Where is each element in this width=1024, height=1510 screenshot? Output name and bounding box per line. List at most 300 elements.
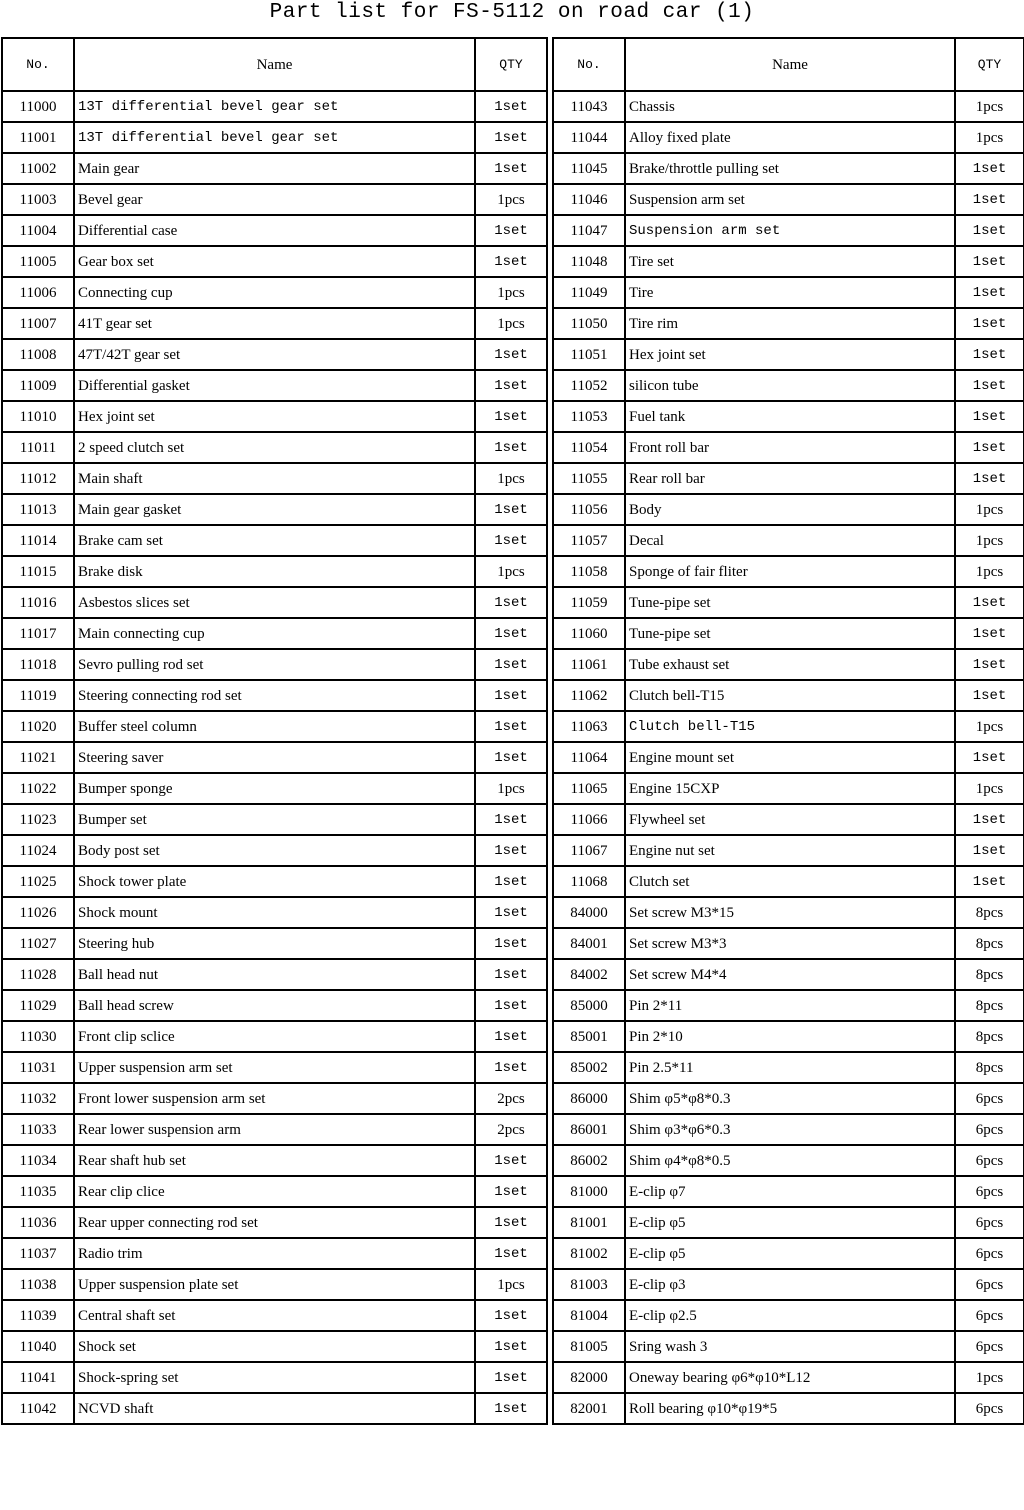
table-row: [553, 91, 1024, 122]
quantity-cell: 1set: [475, 1331, 547, 1362]
part-name-cell: Rear clip clice: [74, 1176, 475, 1207]
part-name-cell: Clutch bell-T15: [625, 711, 955, 742]
part-name-cell: Steering connecting rod set: [74, 680, 475, 711]
part-name-cell: 41T gear set: [74, 308, 475, 339]
quantity-cell: 1set: [475, 215, 547, 246]
quantity-cell: 1pcs: [475, 308, 547, 339]
table-row: [553, 339, 1024, 370]
part-name-cell: Flywheel set: [625, 804, 955, 835]
part-name-cell: Engine mount set: [625, 742, 955, 773]
part-number-cell: 84000: [553, 897, 625, 928]
part-number-cell: 11022: [2, 773, 74, 804]
part-name-cell: NCVD shaft: [74, 1393, 475, 1424]
table-row: [553, 742, 1024, 773]
quantity-cell: 1pcs: [955, 773, 1024, 804]
table-row: [2, 184, 547, 215]
part-name-cell: Set screw M4*4: [625, 959, 955, 990]
table-row: [2, 928, 547, 959]
part-number-cell: 11001: [2, 122, 74, 153]
quantity-cell: 1pcs: [475, 277, 547, 308]
table-row: [2, 91, 547, 122]
parts-table-right: [552, 37, 1024, 1425]
part-number-cell: 11062: [553, 680, 625, 711]
part-number-cell: 81003: [553, 1269, 625, 1300]
part-name-cell: Shim φ3*φ6*0.3: [625, 1114, 955, 1145]
part-number-cell: 82000: [553, 1362, 625, 1393]
part-name-cell: Radio trim: [74, 1238, 475, 1269]
table-row: [2, 618, 547, 649]
quantity-cell: 1set: [475, 1145, 547, 1176]
quantity-cell: 8pcs: [955, 897, 1024, 928]
table-row: [2, 122, 547, 153]
part-name-cell: Differential case: [74, 215, 475, 246]
part-name-cell: 47T/42T gear set: [74, 339, 475, 370]
part-number-cell: 11056: [553, 494, 625, 525]
quantity-cell: 1set: [475, 401, 547, 432]
quantity-cell: 1set: [955, 215, 1024, 246]
table-row: [2, 1207, 547, 1238]
table-row: [2, 680, 547, 711]
part-number-cell: 11043: [553, 91, 625, 122]
part-name-cell: Steering hub: [74, 928, 475, 959]
part-name-cell: Clutch bell-T15: [625, 680, 955, 711]
part-number-cell: 11003: [2, 184, 74, 215]
quantity-cell: 1set: [955, 742, 1024, 773]
part-number-cell: 11024: [2, 835, 74, 866]
table-row: [553, 1145, 1024, 1176]
part-number-cell: 11028: [2, 959, 74, 990]
table-row: [553, 1114, 1024, 1145]
part-name-cell: E-clip φ5: [625, 1238, 955, 1269]
part-number-cell: 86001: [553, 1114, 625, 1145]
part-name-cell: Sponge of fair fliter: [625, 556, 955, 587]
part-number-cell: 11059: [553, 587, 625, 618]
part-name-cell: Gear box set: [74, 246, 475, 277]
quantity-cell: 1pcs: [475, 556, 547, 587]
part-name-cell: Hex joint set: [625, 339, 955, 370]
table-row: [2, 401, 547, 432]
part-name-cell: Tire: [625, 277, 955, 308]
part-number-cell: 11040: [2, 1331, 74, 1362]
quantity-cell: 1set: [475, 1300, 547, 1331]
part-number-cell: 85002: [553, 1052, 625, 1083]
part-number-cell: 11035: [2, 1176, 74, 1207]
quantity-cell: 1set: [475, 1207, 547, 1238]
part-name-cell: Main gear: [74, 153, 475, 184]
quantity-cell: 1set: [475, 804, 547, 835]
table-row: [2, 897, 547, 928]
table-row: [553, 1300, 1024, 1331]
part-name-cell: Alloy fixed plate: [625, 122, 955, 153]
part-number-cell: 11006: [2, 277, 74, 308]
part-number-cell: 11052: [553, 370, 625, 401]
table-row: [2, 649, 547, 680]
quantity-cell: 1pcs: [955, 494, 1024, 525]
part-number-cell: 11025: [2, 866, 74, 897]
part-name-cell: Bumper set: [74, 804, 475, 835]
part-number-cell: 11030: [2, 1021, 74, 1052]
part-number-cell: 11051: [553, 339, 625, 370]
quantity-cell: 8pcs: [955, 959, 1024, 990]
table-row: [2, 308, 547, 339]
part-number-cell: 85001: [553, 1021, 625, 1052]
quantity-cell: 1pcs: [955, 711, 1024, 742]
table-row: [2, 1176, 547, 1207]
quantity-cell: 1set: [955, 308, 1024, 339]
table-row: [2, 1238, 547, 1269]
part-name-cell: Shim φ5*φ8*0.3: [625, 1083, 955, 1114]
part-name-cell: Main gear gasket: [74, 494, 475, 525]
quantity-cell: 1set: [475, 1176, 547, 1207]
table-row: [553, 463, 1024, 494]
table-row: [553, 277, 1024, 308]
part-name-cell: Shock tower plate: [74, 866, 475, 897]
part-number-cell: 11010: [2, 401, 74, 432]
part-name-cell: Upper suspension plate set: [74, 1269, 475, 1300]
parts-table-left: [1, 37, 548, 1425]
part-number-cell: 11048: [553, 246, 625, 277]
part-name-cell: Brake disk: [74, 556, 475, 587]
part-number-cell: 11017: [2, 618, 74, 649]
quantity-cell: 1set: [475, 928, 547, 959]
quantity-cell: 1set: [955, 866, 1024, 897]
table-row: [2, 525, 547, 556]
quantity-cell: 1set: [955, 835, 1024, 866]
part-number-cell: 81001: [553, 1207, 625, 1238]
table-row: [2, 1052, 547, 1083]
table-row: [553, 153, 1024, 184]
table-row: [553, 1238, 1024, 1269]
part-number-cell: 11034: [2, 1145, 74, 1176]
part-name-cell: Shock set: [74, 1331, 475, 1362]
part-name-cell: Pin 2*11: [625, 990, 955, 1021]
part-name-cell: Asbestos slices set: [74, 587, 475, 618]
part-name-cell: Tire set: [625, 246, 955, 277]
quantity-cell: 1pcs: [475, 463, 547, 494]
part-number-cell: 86002: [553, 1145, 625, 1176]
table-row: [2, 959, 547, 990]
table-row: [2, 990, 547, 1021]
part-name-cell: Front roll bar: [625, 432, 955, 463]
part-name-cell: Rear shaft hub set: [74, 1145, 475, 1176]
part-number-cell: 85000: [553, 990, 625, 1021]
part-number-cell: 11041: [2, 1362, 74, 1393]
table-row: [553, 494, 1024, 525]
part-number-cell: 81005: [553, 1331, 625, 1362]
table-row: [2, 463, 547, 494]
part-number-cell: 11047: [553, 215, 625, 246]
part-name-cell: Sring wash 3: [625, 1331, 955, 1362]
table-row: [553, 804, 1024, 835]
part-number-cell: 11063: [553, 711, 625, 742]
part-number-cell: 82001: [553, 1393, 625, 1424]
part-name-cell: Roll bearing φ10*φ19*5: [625, 1393, 955, 1424]
table-row: [553, 990, 1024, 1021]
part-number-cell: 11019: [2, 680, 74, 711]
quantity-cell: 1set: [475, 711, 547, 742]
part-name-cell: Bumper sponge: [74, 773, 475, 804]
table-row: [2, 773, 547, 804]
table-row: [553, 215, 1024, 246]
table-row: [2, 587, 547, 618]
part-number-cell: 11064: [553, 742, 625, 773]
table-row: [2, 804, 547, 835]
quantity-cell: 1set: [475, 742, 547, 773]
part-number-cell: 11020: [2, 711, 74, 742]
table-row: [553, 184, 1024, 215]
table-row: [2, 277, 547, 308]
quantity-cell: 1set: [955, 339, 1024, 370]
quantity-cell: 1set: [475, 1393, 547, 1424]
part-number-cell: 11026: [2, 897, 74, 928]
part-number-cell: 11012: [2, 463, 74, 494]
quantity-cell: 1set: [475, 680, 547, 711]
table-row: [2, 153, 547, 184]
quantity-cell: 1pcs: [475, 184, 547, 215]
quantity-cell: 2pcs: [475, 1114, 547, 1145]
part-name-cell: Rear upper connecting rod set: [74, 1207, 475, 1238]
part-name-cell: Steering saver: [74, 742, 475, 773]
part-name-cell: Buffer steel column: [74, 711, 475, 742]
table-row: [2, 1331, 547, 1362]
table-row: [2, 835, 547, 866]
table-row: [553, 897, 1024, 928]
part-number-cell: 11002: [2, 153, 74, 184]
quantity-cell: 1set: [955, 277, 1024, 308]
part-name-cell: E-clip φ5: [625, 1207, 955, 1238]
part-number-cell: 11055: [553, 463, 625, 494]
quantity-cell: 1set: [475, 618, 547, 649]
part-name-cell: E-clip φ2.5: [625, 1300, 955, 1331]
quantity-cell: 6pcs: [955, 1207, 1024, 1238]
quantity-cell: 1set: [955, 680, 1024, 711]
table-row: [553, 773, 1024, 804]
table-row: [553, 711, 1024, 742]
quantity-cell: 1set: [955, 649, 1024, 680]
part-number-cell: 11016: [2, 587, 74, 618]
table-row: [2, 494, 547, 525]
table-row: [553, 308, 1024, 339]
table-row: [2, 1300, 547, 1331]
quantity-cell: 1set: [475, 587, 547, 618]
part-number-cell: 11057: [553, 525, 625, 556]
quantity-cell: 6pcs: [955, 1114, 1024, 1145]
table-row: [2, 339, 547, 370]
part-name-cell: Ball head nut: [74, 959, 475, 990]
table-row: [553, 432, 1024, 463]
part-number-cell: 11014: [2, 525, 74, 556]
part-name-cell: Hex joint set: [74, 401, 475, 432]
part-number-cell: 11013: [2, 494, 74, 525]
quantity-cell: 1set: [475, 1238, 547, 1269]
part-name-cell: Differential gasket: [74, 370, 475, 401]
part-number-cell: 11068: [553, 866, 625, 897]
part-number-cell: 11033: [2, 1114, 74, 1145]
part-name-cell: Ball head screw: [74, 990, 475, 1021]
part-number-cell: 11038: [2, 1269, 74, 1300]
quantity-cell: 6pcs: [955, 1145, 1024, 1176]
quantity-cell: 1set: [475, 91, 547, 122]
table-row: [553, 401, 1024, 432]
quantity-cell: 1set: [475, 649, 547, 680]
part-name-cell: Upper suspension arm set: [74, 1052, 475, 1083]
part-number-cell: 11053: [553, 401, 625, 432]
table-row: [2, 556, 547, 587]
quantity-cell: 1set: [955, 370, 1024, 401]
part-name-cell: Tune-pipe set: [625, 618, 955, 649]
quantity-cell: 1set: [475, 122, 547, 153]
part-number-cell: 11046: [553, 184, 625, 215]
part-name-cell: Chassis: [625, 91, 955, 122]
part-number-cell: 11031: [2, 1052, 74, 1083]
table-row: [553, 1052, 1024, 1083]
part-number-cell: 81002: [553, 1238, 625, 1269]
quantity-cell: 6pcs: [955, 1331, 1024, 1362]
quantity-cell: 1set: [955, 804, 1024, 835]
table-row: [553, 618, 1024, 649]
part-name-cell: silicon tube: [625, 370, 955, 401]
part-name-cell: Brake/throttle pulling set: [625, 153, 955, 184]
quantity-cell: 1set: [475, 432, 547, 463]
part-number-cell: 11044: [553, 122, 625, 153]
table-row: [553, 1393, 1024, 1424]
table-row: [2, 1114, 547, 1145]
part-number-cell: 11011: [2, 432, 74, 463]
part-number-cell: 11018: [2, 649, 74, 680]
header-name: Name: [74, 38, 475, 91]
table-row: [553, 1021, 1024, 1052]
table-row: [2, 246, 547, 277]
table-row: [553, 556, 1024, 587]
part-name-cell: Sevro pulling rod set: [74, 649, 475, 680]
header-no: No.: [553, 38, 625, 91]
part-name-cell: Tube exhaust set: [625, 649, 955, 680]
table-row: [553, 1362, 1024, 1393]
part-number-cell: 11060: [553, 618, 625, 649]
part-number-cell: 11067: [553, 835, 625, 866]
quantity-cell: 1set: [475, 494, 547, 525]
part-name-cell: Pin 2.5*11: [625, 1052, 955, 1083]
part-number-cell: 11039: [2, 1300, 74, 1331]
quantity-cell: 1pcs: [955, 91, 1024, 122]
part-name-cell: Shock-spring set: [74, 1362, 475, 1393]
part-number-cell: 11008: [2, 339, 74, 370]
table-row: [2, 370, 547, 401]
quantity-cell: 1pcs: [955, 1362, 1024, 1393]
header-name: Name: [625, 38, 955, 91]
part-name-cell: Set screw M3*3: [625, 928, 955, 959]
table-row: [553, 370, 1024, 401]
part-name-cell: 13T differential bevel gear set: [74, 91, 475, 122]
part-number-cell: 11066: [553, 804, 625, 835]
part-number-cell: 84002: [553, 959, 625, 990]
part-name-cell: Set screw M3*15: [625, 897, 955, 928]
table-row: [2, 215, 547, 246]
table-row: [553, 866, 1024, 897]
table-row: [553, 1083, 1024, 1114]
part-name-cell: Front clip sclice: [74, 1021, 475, 1052]
quantity-cell: 1set: [955, 432, 1024, 463]
part-number-cell: 11054: [553, 432, 625, 463]
part-name-cell: Connecting cup: [74, 277, 475, 308]
quantity-cell: 1pcs: [475, 1269, 547, 1300]
header-qty: QTY: [475, 38, 547, 91]
quantity-cell: 1set: [475, 246, 547, 277]
part-number-cell: 11037: [2, 1238, 74, 1269]
table-row: [2, 742, 547, 773]
part-name-cell: Body post set: [74, 835, 475, 866]
part-name-cell: 13T differential bevel gear set: [74, 122, 475, 153]
quantity-cell: 1pcs: [955, 525, 1024, 556]
part-name-cell: Front lower suspension arm set: [74, 1083, 475, 1114]
quantity-cell: 1set: [475, 1021, 547, 1052]
part-number-cell: 11058: [553, 556, 625, 587]
quantity-cell: 1set: [475, 525, 547, 556]
table-row: [553, 835, 1024, 866]
quantity-cell: 1set: [475, 990, 547, 1021]
quantity-cell: 8pcs: [955, 1021, 1024, 1052]
quantity-cell: 6pcs: [955, 1300, 1024, 1331]
quantity-cell: 1set: [475, 959, 547, 990]
part-number-cell: 11021: [2, 742, 74, 773]
part-name-cell: Brake cam set: [74, 525, 475, 556]
table-row: [2, 1362, 547, 1393]
part-name-cell: Suspension arm set: [625, 184, 955, 215]
part-name-cell: Oneway bearing φ6*φ10*L12: [625, 1362, 955, 1393]
part-name-cell: Engine 15CXP: [625, 773, 955, 804]
part-name-cell: Rear roll bar: [625, 463, 955, 494]
quantity-cell: 1set: [955, 618, 1024, 649]
table-row: [2, 866, 547, 897]
part-name-cell: Engine nut set: [625, 835, 955, 866]
part-name-cell: Main shaft: [74, 463, 475, 494]
part-number-cell: 11042: [2, 1393, 74, 1424]
part-name-cell: Decal: [625, 525, 955, 556]
part-number-cell: 11027: [2, 928, 74, 959]
quantity-cell: 1set: [475, 153, 547, 184]
part-number-cell: 11050: [553, 308, 625, 339]
part-number-cell: 11015: [2, 556, 74, 587]
quantity-cell: 6pcs: [955, 1269, 1024, 1300]
quantity-cell: 1pcs: [955, 556, 1024, 587]
part-number-cell: 11009: [2, 370, 74, 401]
quantity-cell: 1pcs: [955, 122, 1024, 153]
quantity-cell: 6pcs: [955, 1393, 1024, 1424]
part-name-cell: Body: [625, 494, 955, 525]
part-name-cell: Shim φ4*φ8*0.5: [625, 1145, 955, 1176]
part-name-cell: Tire rim: [625, 308, 955, 339]
part-name-cell: 2 speed clutch set: [74, 432, 475, 463]
part-number-cell: 84001: [553, 928, 625, 959]
part-number-cell: 86000: [553, 1083, 625, 1114]
part-number-cell: 11045: [553, 153, 625, 184]
table-row: [553, 649, 1024, 680]
part-name-cell: Pin 2*10: [625, 1021, 955, 1052]
table-header-row: [2, 38, 547, 91]
quantity-cell: 2pcs: [475, 1083, 547, 1114]
quantity-cell: 1set: [955, 246, 1024, 277]
table-row: [553, 1331, 1024, 1362]
quantity-cell: 1set: [475, 1052, 547, 1083]
quantity-cell: 1set: [955, 401, 1024, 432]
quantity-cell: 6pcs: [955, 1238, 1024, 1269]
part-name-cell: Shock mount: [74, 897, 475, 928]
table-row: [2, 1393, 547, 1424]
part-number-cell: 11007: [2, 308, 74, 339]
part-name-cell: Central shaft set: [74, 1300, 475, 1331]
table-header-row: [553, 38, 1024, 91]
table-row: [2, 1083, 547, 1114]
